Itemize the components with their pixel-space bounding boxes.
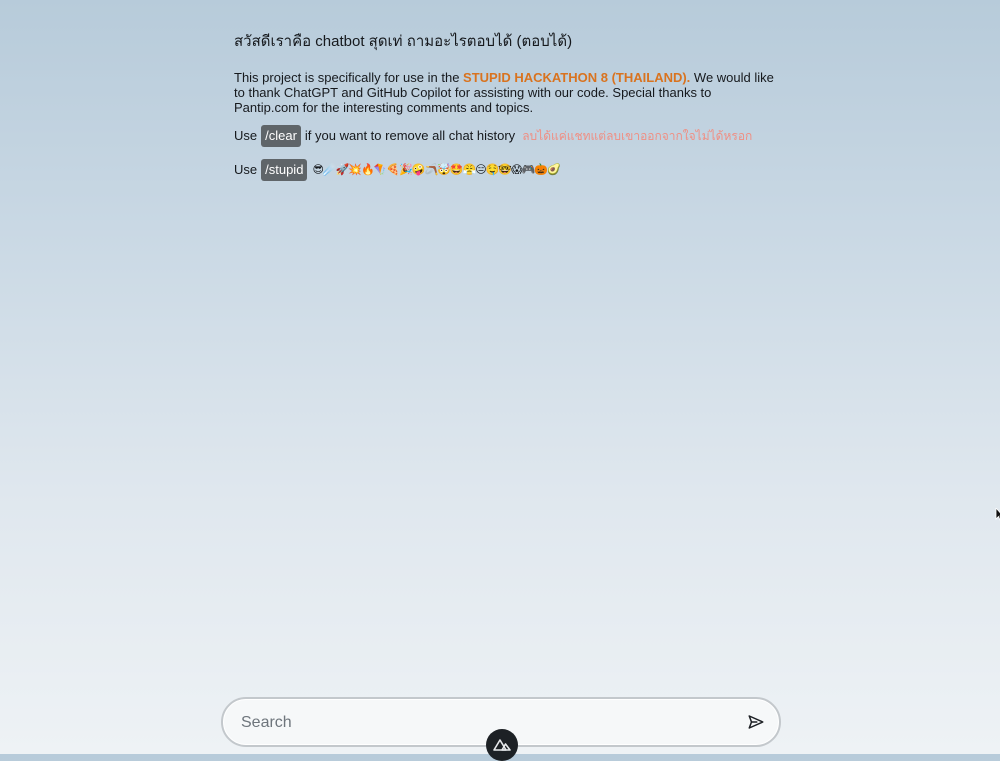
mouse-cursor-icon [995, 508, 1000, 522]
clear-joke-note: ลบได้แค่แชทแต่ลบเขาออกจากใจไม่ได้หรอก [522, 129, 753, 143]
hackathon-highlight: STUPID HACKATHON 8 (THAILAND). [463, 70, 691, 85]
send-icon [747, 713, 765, 731]
nuxt-logo-icon [492, 735, 512, 755]
stupid-command-hint [234, 159, 774, 181]
intro-text-end: We would like to thank ChatGPT and GitHub Copilot for assisting with our code. Special thanks to Pantip.com for the interesting comments and topics. [234, 70, 774, 115]
clear-command-hint [234, 125, 774, 147]
search-input[interactable] [239, 707, 733, 739]
welcome-panel [234, 33, 774, 181]
stupid-prefix: Use [234, 162, 258, 177]
clear-prefix: Use [234, 128, 258, 143]
intro-text [234, 70, 774, 115]
emoji-strip: 😎☄️🚀💥🔥🪁🍕🎉🤪🪃🤯🤩😤😑🤤🤓😱🎮🎃🥑 [312, 164, 560, 176]
intro-text-start: This project is specifically for use in the [234, 70, 464, 85]
clear-command-badge: /clear [261, 125, 301, 147]
greeting-title: สวัสดีเราคือ chatbot สุดเท่ ถามอะไรตอบได้ (ตอบได้) [234, 33, 573, 50]
clear-suffix: if you want to remove all chat history [304, 128, 516, 143]
nuxt-devtools-badge[interactable] [486, 729, 518, 761]
stupid-command-badge: /stupid [261, 159, 307, 181]
send-button[interactable] [747, 713, 765, 731]
